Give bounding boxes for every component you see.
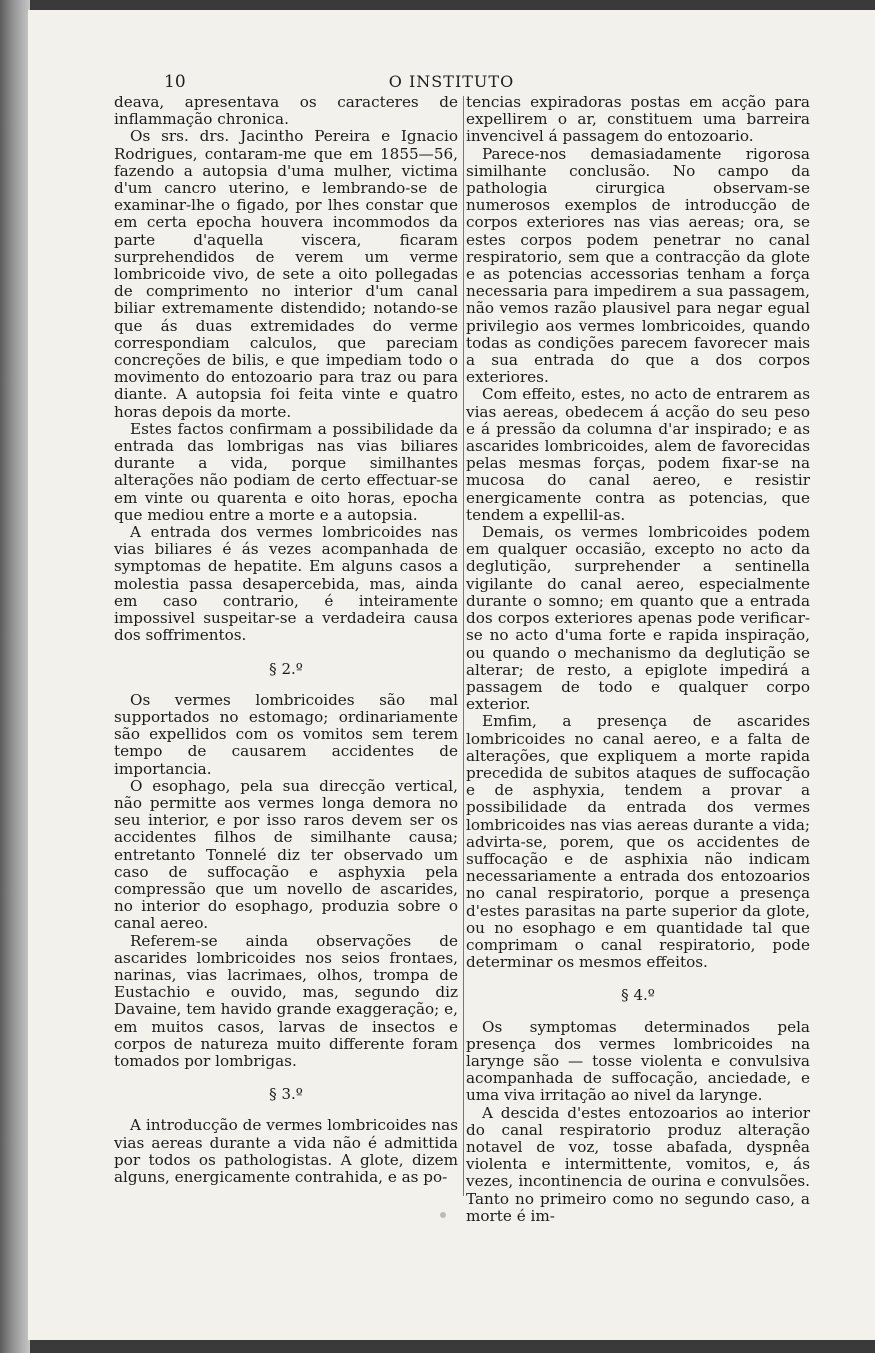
column-divider [463,96,464,1196]
paragraph: Estes factos confirmam a possibilidade da entrada das lombrigas nas vias biliares durante a vida, porque similhantes alterações não podiam de certo effectuar-se em vinte ou quarenta e oito horas, epocha que mediou entre a morte e a autopsia. [114,419,458,524]
paragraph: O esophago, pela sua direcção vertical, não permitte aos vermes longa demora no seu interior, e por isso raros devem ser os accidentes filhos de similhante causa; entretanto Tonnelé diz ter observado um caso de suffocação e asphyxia pela compressão que um novello de ascarides, no interior do esophago, produzia sobre o canal aereo. [114,776,458,933]
running-header [28,66,875,96]
paragraph: A descida d'estes entozoarios ao interior do canal respiratorio produz alteração notavel de voz, tosse abafada, dyspnêa violenta e intermittente, vomitos, e, ás vezes, incontinencia de ourina e convulsões. Tanto no primeiro como no segundo caso, a morte é im- [466,1103,810,1225]
paragraph: Parece-nos demasiadamente rigorosa similhante conclusão. No campo da pathologia cirurgica observam-se numerosos exemplos de introducção de corpos exteriores nas vias aereas; ora, se estes corpos podem penetrar no canal respiratorio, sem que a contracção da glote e as potencias accessorias tenham a força necessaria para impedirem a sua passagem, não vemos razão plausivel para negar egual privilegio aos vermes lombricoides, quando todas as condições parecem favorecer mais a sua entrada do que a dos corpos exteriores. [466,144,810,387]
paragraph: Com effeito, estes, no acto de entrarem as vias aereas, obedecem á acção do seu peso e á pressão da columna d'ar inspirado; e as ascarides lombricoides, alem de favorecidas pelas mesmas forças, podem fixar-se na mucosa do canal aereo, e resistir energicamente contra as potencias, que tendem a expellil-as. [466,385,810,524]
paragraph: deava, apresentava os caracteres de inflammação chronica. [114,93,458,129]
section-heading: § 3.º [269,1085,303,1104]
left-column [114,94,458,1186]
paragraph: Os srs. drs. Jacintho Pereira e Ignacio Rodrigues, contaram-me que em 1855—56, fazendo a autopsia d'uma mulher, victima d'um cancro uterino, e lembrando-se de examinar-lhe o figado, por lhes constar que em certa epocha houvera incommodos da parte d'aquella viscera, ficaram surprehendidos de verem um verme lombricoide vivo, de sete a oito pollegadas de comprimento no interior d'um canal biliar extremamente distendido; notando-se que ás duas extremidades do verme correspondiam calculos, que pareciam concreções de bilis, e que impediam todo o movimento do entozoario para traz ou para diante. A autopsia foi feita vinte e quatro horas depois da morte. [114,127,458,421]
paper-spot [440,1212,446,1218]
paragraph: A entrada dos vermes lombricoides nas vias biliares é ás vezes acompanhada de symptomas de hepatite. Em alguns casos a molestia passa desapercebida, mas, ainda em caso contrario, é inteiramente impossivel suspeitar-se a verdadeira causa dos soffrimentos. [114,523,458,645]
paragraph: Referem-se ainda observações de ascarides lombricoides nos seios frontaes, narinas, vias lacrimaes, olhos, trompa de Eustachio e ouvido, mas, segundo diz Davaine, tem havido grande exaggeração; e, em muitos casos, larvas de insectos e corpos de natureza muito differente foram tomados por lombrigas. [114,931,458,1070]
book-binding [0,0,30,1353]
section-heading: § 4.º [621,986,655,1005]
page-number: 10 [164,72,186,92]
section-heading: § 2.º [269,659,303,678]
right-column [466,94,810,1225]
paragraph: Emfim, a presença de ascarides lombricoides no canal aereo, e a falta de alterações, que expliquem a morte rapida precedida de subitos ataques de suffocação e de asphyxia, tendem a provar a possibilidade da entrada dos vermes lombricoides nas vias aereas durante a vida; advirta-se, porem, que os accidentes de suffocação e de asphixia não indicam necessariamente a entrada dos entozoarios no canal respiratorio, porque a presença d'estes parasitas na parte superior da glote, ou no esophago e em quantidade tal que comprimam o canal respiratorio, pode determinar os mesmos effeitos. [466,712,810,972]
paragraph: A introducção de vermes lombricoides nas vias aereas durante a vida não é admittida por todos os pathologistas. A glote, dizem alguns, energicamente contrahida, e as po- [114,1116,458,1186]
journal-title: O INSTITUTO [388,72,515,91]
paragraph: Demais, os vermes lombricoides podem em qualquer occasião, excepto no acto da deglutição, surprehender a sentinella vigilante do canal aereo, especialmente durante o somno; em quanto que a entrada dos corpos exteriores apenas pode verificar-se no acto d'uma forte e rapida inspiração, ou quando o mechanismo da deglutição se alterar; de resto, a epiglote impedirá a passagem de todo e qualquer corpo exterior. [466,523,810,714]
paragraph: tencias expiradoras postas em acção para expellirem o ar, constituem uma barreira invencivel á passagem do entozoario. [466,93,810,146]
paragraph: Os vermes lombricoides são mal supportados no estomago; ordinariamente são expellidos com os vomitos sem terem tempo de causarem accidentes de importancia. [114,690,458,778]
paragraph: Os symptomas determinados pela presença dos vermes lombricoides na larynge são — tosse violenta e convulsiva acompanhada de suffocação, anciedade, e uma viva irritação ao nivel da larynge. [466,1017,810,1105]
